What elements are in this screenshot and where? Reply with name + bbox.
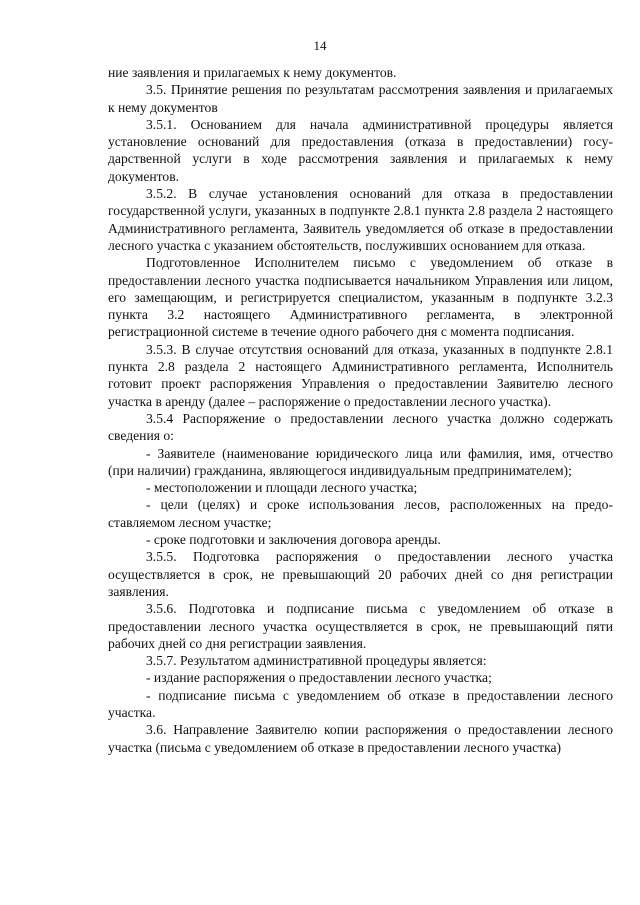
list-item-location: - местоположении и площади лесного участка; xyxy=(146,480,418,496)
page-number: 14 xyxy=(313,38,327,53)
paragraph-3-5-1: 3.5.1. Основанием для начала административной процедуры является установление оснований для предоставления (отказа в предоставлении) государственной услуги в ходе рассмотрения заявления и прилагаемых к нему документов. xyxy=(108,116,613,184)
paragraph-3-5-2: 3.5.2. В случае установления оснований для отказа в предоставлении государственной услуги, указанных в подпункте 2.8.1 пункта 2.8 раздела 2 настоящего Административного регламента, Заявитель уведомляется об отказе в предоставлении лесного участка с указанием обстоятельств, послуживших основанием для отказа. xyxy=(108,186,613,253)
list-item-lease-term: - сроке подготовки и заключения договора аренды. xyxy=(146,532,441,548)
document-body xyxy=(108,64,613,756)
paragraph-3-5: 3.5. Принятие решения по результатам рассмотрения заявления и прилагаемых к нему документов xyxy=(108,82,613,115)
paragraph-continuation: ние заявления и прилагаемых к нему документов. xyxy=(108,65,397,80)
paragraph-3-5-4: 3.5.4 Распоряжение о предоставлении лесного участка должно содержать сведения о: xyxy=(108,410,613,444)
list-item-purpose: - цели (целях) и сроке использования лесов, расположенных на предоставляемом лесном участке; xyxy=(108,497,613,530)
paragraph-3-5-3: 3.5.3. В случае отсутствия оснований для отказа, указанных в подпункте 2.8.1 пункта 2.8 раздела 2 настоящего Административного регламента, Исполнитель готовит проект распоряжения Управления о предоставлении Заявителю лесного участка в аренду (далее – распоряжение о предоставлении лесного участка). xyxy=(108,341,613,409)
paragraph-3-6: 3.6. Направление Заявителю копии распоряжения о предоставлении лесного участка (письма с уведомлением об отказе в предоставлении лесного участка) xyxy=(108,722,613,755)
list-item-applicant: - Заявителе (наименование юридического лица или фамилия, имя, отчество (при наличии) гражданина, являющегося индивидуальным предпринимателем); xyxy=(108,445,613,478)
paragraph-3-5-7: 3.5.7. Результатом административной процедуры является: xyxy=(146,653,487,669)
list-item-refusal-signing: - подписание письма с уведомлением об отказе в предоставлении лесного участка. xyxy=(108,687,613,720)
list-item-order-issue: - издание распоряжения о предоставлении лесного участка; xyxy=(146,670,492,686)
paragraph-3-5-6: 3.5.6. Подготовка и подписание письма с уведомлением об отказе в предоставлении лесного участка осуществляется в срок, не превышающий пяти рабочих дней со дня регистрации заявления. xyxy=(108,601,613,651)
paragraph-refusal-letter: Подготовленное Исполнителем письмо с уведомлением об отказе в предоставлении лесного участка подписывается начальником Управления или лицом, его замещающим, и регистрируется специалистом, указанным в подпункте 3.2.3 пункта 3.2 настоящего Административного регламента, в электронной регистрационной системе в течение одного рабочего дня с момента подписания. xyxy=(108,255,613,340)
paragraph-3-5-5: 3.5.5. Подготовка распоряжения о предоставлении лесного участка осуществляется в срок, не превышающий 20 рабочих дней со дня регистрации заявления. xyxy=(108,549,613,599)
